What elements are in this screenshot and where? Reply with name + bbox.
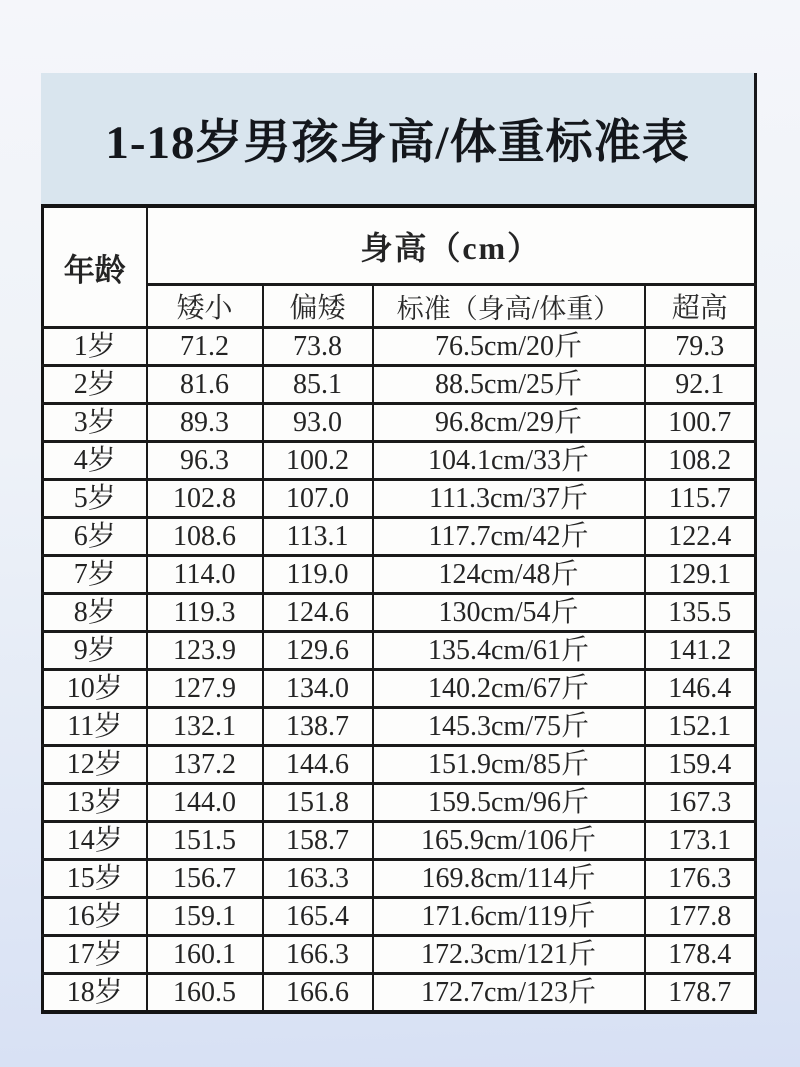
table-row: [43, 632, 756, 670]
growth-standard-card: [41, 73, 757, 1014]
short-height-cell: 127.9: [147, 670, 263, 708]
tall-height-cell: 92.1: [645, 366, 756, 404]
below-average-height-cell: 124.6: [263, 594, 373, 632]
standard-height-weight-cell: 104.1cm/33斤: [373, 442, 645, 480]
age-cell: 18岁: [43, 974, 147, 1013]
table-row: [43, 480, 756, 518]
standard-height-weight-cell: 96.8cm/29斤: [373, 404, 645, 442]
tall-height-cell: 129.1: [645, 556, 756, 594]
tall-height-cell: 122.4: [645, 518, 756, 556]
short-height-cell: 159.1: [147, 898, 263, 936]
table-row: [43, 746, 756, 784]
below-average-height-cell: 93.0: [263, 404, 373, 442]
short-height-cell: 151.5: [147, 822, 263, 860]
age-cell: 10岁: [43, 670, 147, 708]
short-height-cell: 156.7: [147, 860, 263, 898]
table-row: [43, 328, 756, 366]
age-cell: 12岁: [43, 746, 147, 784]
below-average-height-cell: 138.7: [263, 708, 373, 746]
below-average-height-cell: 166.3: [263, 936, 373, 974]
short-height-cell: 119.3: [147, 594, 263, 632]
table-row: [43, 936, 756, 974]
below-average-height-cell: 158.7: [263, 822, 373, 860]
table-body: [43, 328, 756, 1013]
tall-height-cell: 176.3: [645, 860, 756, 898]
short-height-cell: 114.0: [147, 556, 263, 594]
standard-height-weight-cell: 111.3cm/37斤: [373, 480, 645, 518]
table-row: [43, 556, 756, 594]
below-average-height-cell: 119.0: [263, 556, 373, 594]
below-average-height-cell: 151.8: [263, 784, 373, 822]
column-header-tall: 超高: [645, 285, 756, 328]
height-group-header: 身高（cm）: [147, 206, 756, 285]
short-height-cell: 71.2: [147, 328, 263, 366]
tall-height-cell: 100.7: [645, 404, 756, 442]
age-cell: 7岁: [43, 556, 147, 594]
table-row: [43, 594, 756, 632]
age-column-header: 年龄: [43, 206, 147, 328]
table-row: [43, 404, 756, 442]
below-average-height-cell: 85.1: [263, 366, 373, 404]
page-title: 1-18岁男孩身高/体重标准表: [41, 73, 757, 204]
standard-height-weight-cell: 140.2cm/67斤: [373, 670, 645, 708]
short-height-cell: 89.3: [147, 404, 263, 442]
tall-height-cell: 108.2: [645, 442, 756, 480]
tall-height-cell: 178.4: [645, 936, 756, 974]
age-cell: 15岁: [43, 860, 147, 898]
below-average-height-cell: 165.4: [263, 898, 373, 936]
short-height-cell: 96.3: [147, 442, 263, 480]
table-row: [43, 898, 756, 936]
standard-height-weight-cell: 165.9cm/106斤: [373, 822, 645, 860]
age-cell: 11岁: [43, 708, 147, 746]
age-cell: 16岁: [43, 898, 147, 936]
tall-height-cell: 167.3: [645, 784, 756, 822]
standard-height-weight-cell: 135.4cm/61斤: [373, 632, 645, 670]
table-row: [43, 442, 756, 480]
standard-height-weight-cell: 130cm/54斤: [373, 594, 645, 632]
tall-height-cell: 79.3: [645, 328, 756, 366]
short-height-cell: 144.0: [147, 784, 263, 822]
standard-height-weight-cell: 151.9cm/85斤: [373, 746, 645, 784]
below-average-height-cell: 100.2: [263, 442, 373, 480]
tall-height-cell: 159.4: [645, 746, 756, 784]
standard-height-weight-cell: 76.5cm/20斤: [373, 328, 645, 366]
age-cell: 13岁: [43, 784, 147, 822]
standard-height-weight-cell: 171.6cm/119斤: [373, 898, 645, 936]
column-header-standard: 标准（身高/体重）: [373, 285, 645, 328]
short-height-cell: 102.8: [147, 480, 263, 518]
age-cell: 5岁: [43, 480, 147, 518]
group-header-row: [43, 206, 756, 285]
table-row: [43, 670, 756, 708]
below-average-height-cell: 166.6: [263, 974, 373, 1013]
standard-height-weight-cell: 88.5cm/25斤: [373, 366, 645, 404]
below-average-height-cell: 134.0: [263, 670, 373, 708]
below-average-height-cell: 73.8: [263, 328, 373, 366]
table-row: [43, 366, 756, 404]
table-row: [43, 518, 756, 556]
short-height-cell: 123.9: [147, 632, 263, 670]
table-row: [43, 784, 756, 822]
short-height-cell: 108.6: [147, 518, 263, 556]
tall-height-cell: 177.8: [645, 898, 756, 936]
standard-height-weight-cell: 124cm/48斤: [373, 556, 645, 594]
short-height-cell: 160.5: [147, 974, 263, 1013]
tall-height-cell: 141.2: [645, 632, 756, 670]
age-cell: 9岁: [43, 632, 147, 670]
tall-height-cell: 152.1: [645, 708, 756, 746]
below-average-height-cell: 107.0: [263, 480, 373, 518]
tall-height-cell: 173.1: [645, 822, 756, 860]
tall-height-cell: 115.7: [645, 480, 756, 518]
age-cell: 6岁: [43, 518, 147, 556]
age-cell: 1岁: [43, 328, 147, 366]
table-row: [43, 708, 756, 746]
below-average-height-cell: 144.6: [263, 746, 373, 784]
table-row: [43, 860, 756, 898]
age-cell: 17岁: [43, 936, 147, 974]
age-cell: 8岁: [43, 594, 147, 632]
short-height-cell: 160.1: [147, 936, 263, 974]
below-average-height-cell: 163.3: [263, 860, 373, 898]
age-cell: 14岁: [43, 822, 147, 860]
tall-height-cell: 135.5: [645, 594, 756, 632]
below-average-height-cell: 129.6: [263, 632, 373, 670]
standard-height-weight-cell: 117.7cm/42斤: [373, 518, 645, 556]
standard-height-weight-cell: 172.3cm/121斤: [373, 936, 645, 974]
age-cell: 2岁: [43, 366, 147, 404]
standard-height-weight-cell: 145.3cm/75斤: [373, 708, 645, 746]
short-height-cell: 137.2: [147, 746, 263, 784]
table-row: [43, 822, 756, 860]
tall-height-cell: 146.4: [645, 670, 756, 708]
growth-standard-table: [41, 204, 757, 1014]
standard-height-weight-cell: 172.7cm/123斤: [373, 974, 645, 1013]
below-average-height-cell: 113.1: [263, 518, 373, 556]
sub-header-row: [43, 285, 756, 328]
age-cell: 4岁: [43, 442, 147, 480]
column-header-short: 矮小: [147, 285, 263, 328]
standard-height-weight-cell: 169.8cm/114斤: [373, 860, 645, 898]
table-row: [43, 974, 756, 1013]
age-cell: 3岁: [43, 404, 147, 442]
standard-height-weight-cell: 159.5cm/96斤: [373, 784, 645, 822]
short-height-cell: 81.6: [147, 366, 263, 404]
short-height-cell: 132.1: [147, 708, 263, 746]
tall-height-cell: 178.7: [645, 974, 756, 1013]
column-header-below-average: 偏矮: [263, 285, 373, 328]
